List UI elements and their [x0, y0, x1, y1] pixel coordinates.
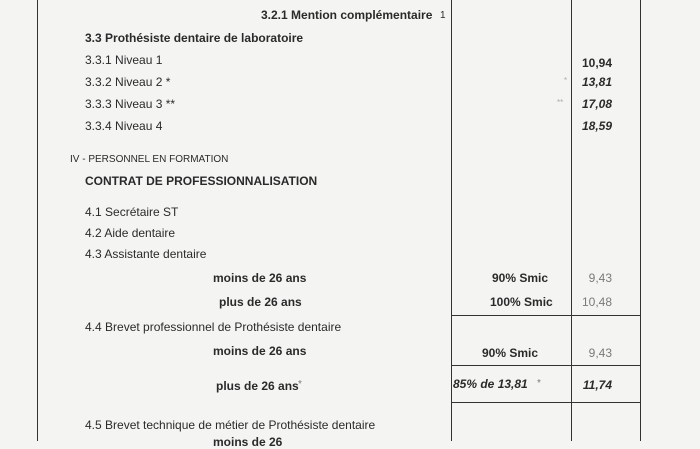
niveau-4-label: 3.3.4 Niveau 4 — [85, 119, 163, 133]
brevet-moins-26-label: moins de 26 ans — [213, 344, 307, 358]
brevet-moins-26-rate: 90% Smic — [482, 346, 539, 360]
column-divider-value — [571, 0, 572, 441]
brevet-technique-title: 4.5 Brevet technique de métier de Prothésiste dentaire — [85, 418, 376, 432]
item-aide-dentaire: 4.2 Aide dentaire — [85, 226, 176, 240]
brevet-plus-26-star: * — [298, 379, 302, 390]
mention-complementaire-note: 1 — [440, 10, 446, 21]
section-title-prothesiste: 3.3 Prothésiste dentaire de laboratoire — [85, 31, 304, 45]
item-assistante-dentaire: 4.3 Assistante dentaire — [85, 247, 207, 261]
niveau-3-label: 3.3.3 Niveau 3 ** — [85, 97, 176, 111]
assistante-plus-26-label: plus de 26 ans — [219, 295, 302, 309]
brevet-plus-26-label: plus de 26 ans — [216, 379, 299, 393]
brevet-plus-26-value: 11,74 — [582, 378, 612, 392]
niveau-2-label: 3.3.2 Niveau 2 * — [85, 75, 171, 89]
section-title-personnel-formation: IV - PERSONNEL EN FORMATION — [70, 154, 229, 165]
brevet-plus-26-rate: 85% de 13,81 — [453, 377, 528, 391]
niveau-3-mark: ** — [557, 98, 564, 107]
table-right-border — [640, 0, 641, 441]
contrat-professionnalisation-title: CONTRAT DE PROFESSIONNALISATION — [85, 174, 318, 188]
row-divider-brevet-mid — [451, 365, 641, 366]
table-left-border — [37, 0, 38, 441]
niveau-2-value: 13,81 — [581, 75, 612, 89]
row-divider-brevet-top — [451, 315, 641, 316]
brevet-professionnel-title: 4.4 Brevet professionnel de Prothésiste dentaire — [85, 320, 342, 334]
niveau-3-value: 17,08 — [581, 97, 612, 111]
brevet-technique-partial-row: moins de 26 — [213, 435, 283, 449]
row-divider-brevet-bottom — [451, 402, 641, 403]
assistante-plus-26-rate: 100% Smic — [490, 295, 553, 309]
assistante-moins-26-rate: 90% Smic — [492, 271, 549, 285]
assistante-plus-26-value: 10,48 — [581, 295, 612, 309]
assistante-moins-26-value: 9,43 — [588, 271, 612, 285]
item-secretaire: 4.1 Secrétaire ST — [85, 205, 179, 219]
niveau-4-value: 18,59 — [581, 119, 612, 133]
niveau-1-value: 10,94 — [581, 56, 612, 70]
niveau-2-mark: * — [564, 76, 568, 85]
assistante-moins-26-label: moins de 26 ans — [213, 271, 307, 285]
niveau-1-label: 3.3.1 Niveau 1 — [85, 53, 163, 67]
brevet-moins-26-value: 9,43 — [588, 346, 612, 360]
mention-complementaire-label: 3.2.1 Mention complémentaire — [261, 8, 433, 22]
brevet-plus-26-rate-star: * — [537, 378, 541, 389]
column-divider-rate — [451, 0, 452, 441]
